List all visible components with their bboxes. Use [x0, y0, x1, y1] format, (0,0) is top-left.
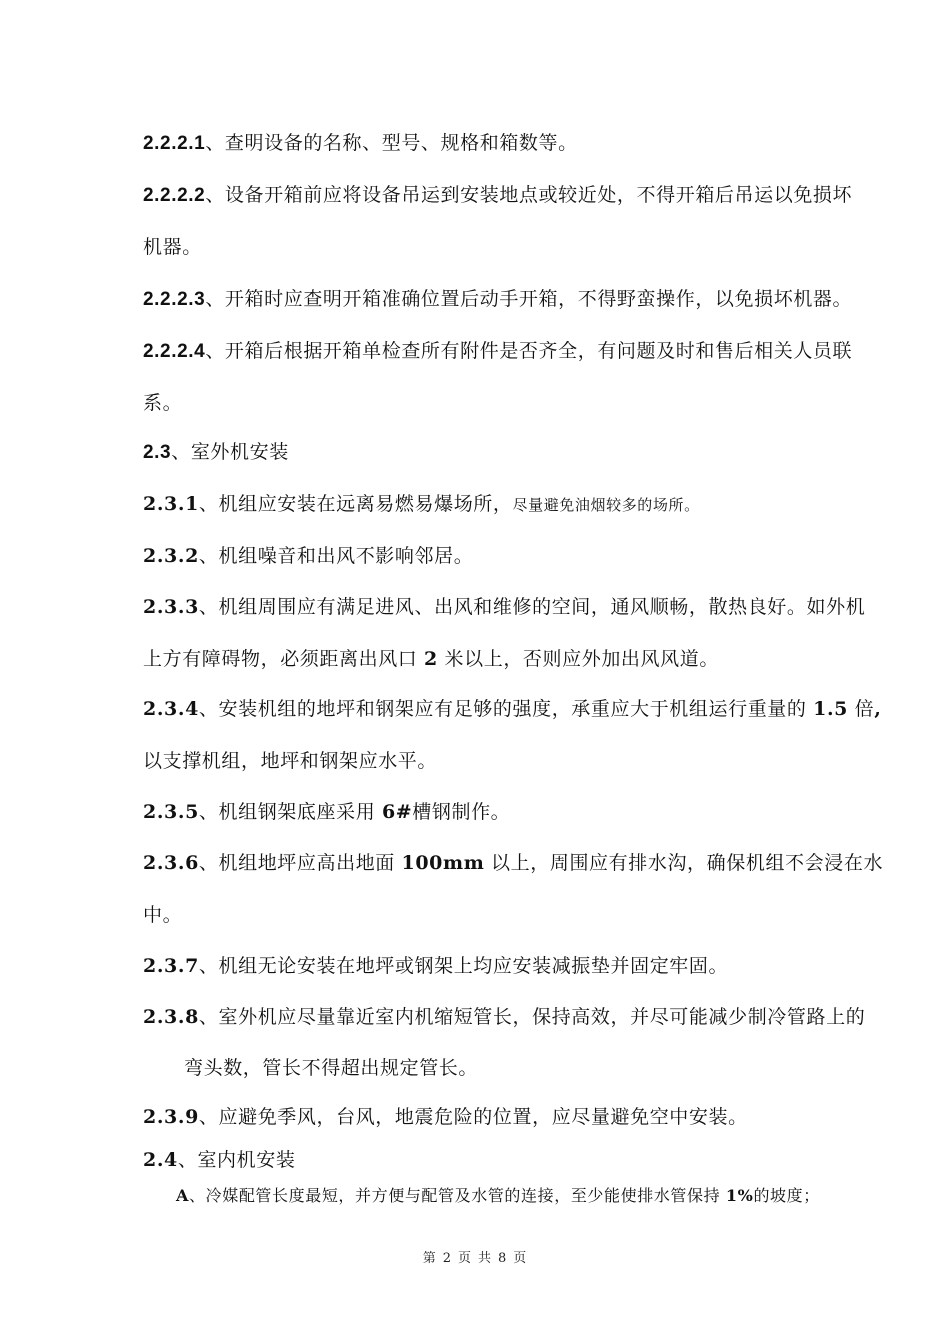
paragraph-text: 以支撑机组，地坪和钢架应水平。: [143, 750, 438, 772]
section-number: 2.3: [143, 442, 172, 463]
paragraph-text: 、开箱时应查明开箱准确位置后动手开箱，不得野蛮操作，以免损坏机器。: [205, 288, 853, 310]
paragraph-text: 、安装机组的地坪和钢架应有足够的强度，承重应大于机组运行重量的: [198, 698, 814, 720]
bold-value: 1.5: [813, 698, 848, 720]
section-number: 2.3.8: [143, 1006, 199, 1028]
paragraph-a: [176, 1183, 876, 1209]
paragraph-continuation: [184, 1055, 884, 1081]
paragraph-2-3-2: [143, 543, 843, 569]
paragraph-text: 、开箱后根据开箱单检查所有附件是否齐全，有问题及时和售后相关人员联: [205, 340, 853, 362]
paragraph-text: 槽钢制作。: [412, 801, 511, 823]
paragraph-2-3-6: [143, 850, 884, 876]
section-number: 2.2.2.4: [143, 341, 206, 362]
paragraph-text: 倍: [848, 698, 875, 720]
footer-text: 页: [513, 1251, 528, 1266]
section-number: 2.3.4: [143, 698, 199, 720]
paragraph-2-3-5: [143, 799, 843, 825]
section-number: 2.2.2.3: [143, 289, 206, 310]
heading-2-4: [143, 1147, 843, 1173]
section-number: 2.2.2.1: [143, 133, 206, 154]
paragraph-continuation: [143, 390, 843, 416]
paragraph-text: 、室外机应尽量靠近室内机缩短管长，保持高效，并尽可能减少制冷管路上的: [198, 1006, 866, 1028]
paragraph-text: 、冷媒配管长度最短，并方便与配管及水管的连接，至少能使排水管保持: [189, 1186, 726, 1205]
paragraph-2-3-9: [143, 1104, 843, 1130]
item-label: A: [176, 1186, 190, 1205]
bold-value: 1%: [725, 1186, 754, 1205]
section-number: 2.4: [143, 1149, 178, 1171]
paragraph-text: 、机组钢架底座采用: [198, 801, 382, 823]
paragraph-text: 、机组应安装在远离易燃易爆场所，: [198, 493, 513, 515]
section-number: 2.3.6: [143, 852, 199, 874]
paragraph-2-3-7: [143, 953, 843, 979]
paragraph-text: 、设备开箱前应将设备吊运到安装地点或较近处，不得开箱后吊运以免损坏: [205, 184, 853, 206]
section-number: 2.2.2.2: [143, 185, 206, 206]
paragraph-text: 机器。: [143, 236, 202, 258]
heading-text: 、室内机安装: [177, 1149, 296, 1171]
total-pages: 8: [498, 1251, 508, 1266]
paragraph-continuation: [143, 646, 843, 672]
paragraph-continuation: [143, 902, 843, 928]
paragraph-text: 米以上，否则应外加出风风道。: [437, 648, 719, 670]
paragraph-2-2-2-2: [143, 182, 853, 209]
paragraph-text: 系。: [143, 392, 183, 414]
paragraph-text: 弯头数，管长不得超出规定管长。: [184, 1057, 479, 1079]
paragraph-text: 中。: [143, 904, 183, 926]
paragraph-text: 、机组无论安装在地坪或钢架上均应安装减振垫并固定牢固。: [198, 955, 729, 977]
paragraph-2-3-1: [143, 491, 843, 518]
footer-text: 页: [457, 1251, 472, 1266]
paragraph-text-small: 尽量避免油烟较多的场所。: [512, 496, 700, 514]
paragraph-2-3-4: [143, 696, 882, 722]
section-number: 2.3.2: [143, 545, 199, 567]
bold-comma: ,: [874, 698, 882, 720]
paragraph-text: 以上，周围应有排水沟，确保机组不会浸在水: [484, 852, 884, 874]
section-number: 2.3.1: [143, 493, 199, 515]
paragraph-2-2-2-1: [143, 130, 843, 157]
paragraph-2-2-2-3: [143, 286, 853, 313]
paragraph-2-3-8: [143, 1004, 866, 1030]
paragraph-continuation: [143, 748, 843, 774]
section-number: 2.3.3: [143, 596, 199, 618]
paragraph-text: 、机组周围应有满足进风、出风和维修的空间，通风顺畅，散热良好。如外机: [198, 596, 866, 618]
section-number: 2.3.9: [143, 1106, 199, 1128]
current-page-number: 2: [442, 1251, 452, 1266]
page-footer: [0, 1247, 950, 1266]
paragraph-2-2-2-4: [143, 338, 853, 365]
paragraph-text: 的坡度；: [753, 1186, 820, 1205]
footer-text: 第: [422, 1251, 437, 1266]
bold-value: 2: [424, 648, 438, 670]
paragraph-text: 、机组地坪应高出地面: [198, 852, 402, 874]
heading-2-3: [143, 439, 843, 466]
footer-text: 共: [478, 1251, 493, 1266]
bold-value: 100mm: [401, 852, 485, 874]
section-number: 2.3.7: [143, 955, 199, 977]
bold-value: 6#: [381, 801, 413, 823]
section-number: 2.3.5: [143, 801, 199, 823]
paragraph-text: 、机组噪音和出风不影响邻居。: [198, 545, 474, 567]
heading-text: 、室外机安装: [171, 441, 289, 463]
paragraph-2-3-3: [143, 594, 866, 620]
paragraph-text: 、应避免季风，台风，地震危险的位置，应尽量避免空中安装。: [198, 1106, 748, 1128]
paragraph-text: 上方有障碍物，必须距离出风口: [143, 648, 425, 670]
paragraph-text: 、查明设备的名称、型号、规格和箱数等。: [205, 132, 578, 154]
paragraph-continuation: [143, 234, 843, 260]
